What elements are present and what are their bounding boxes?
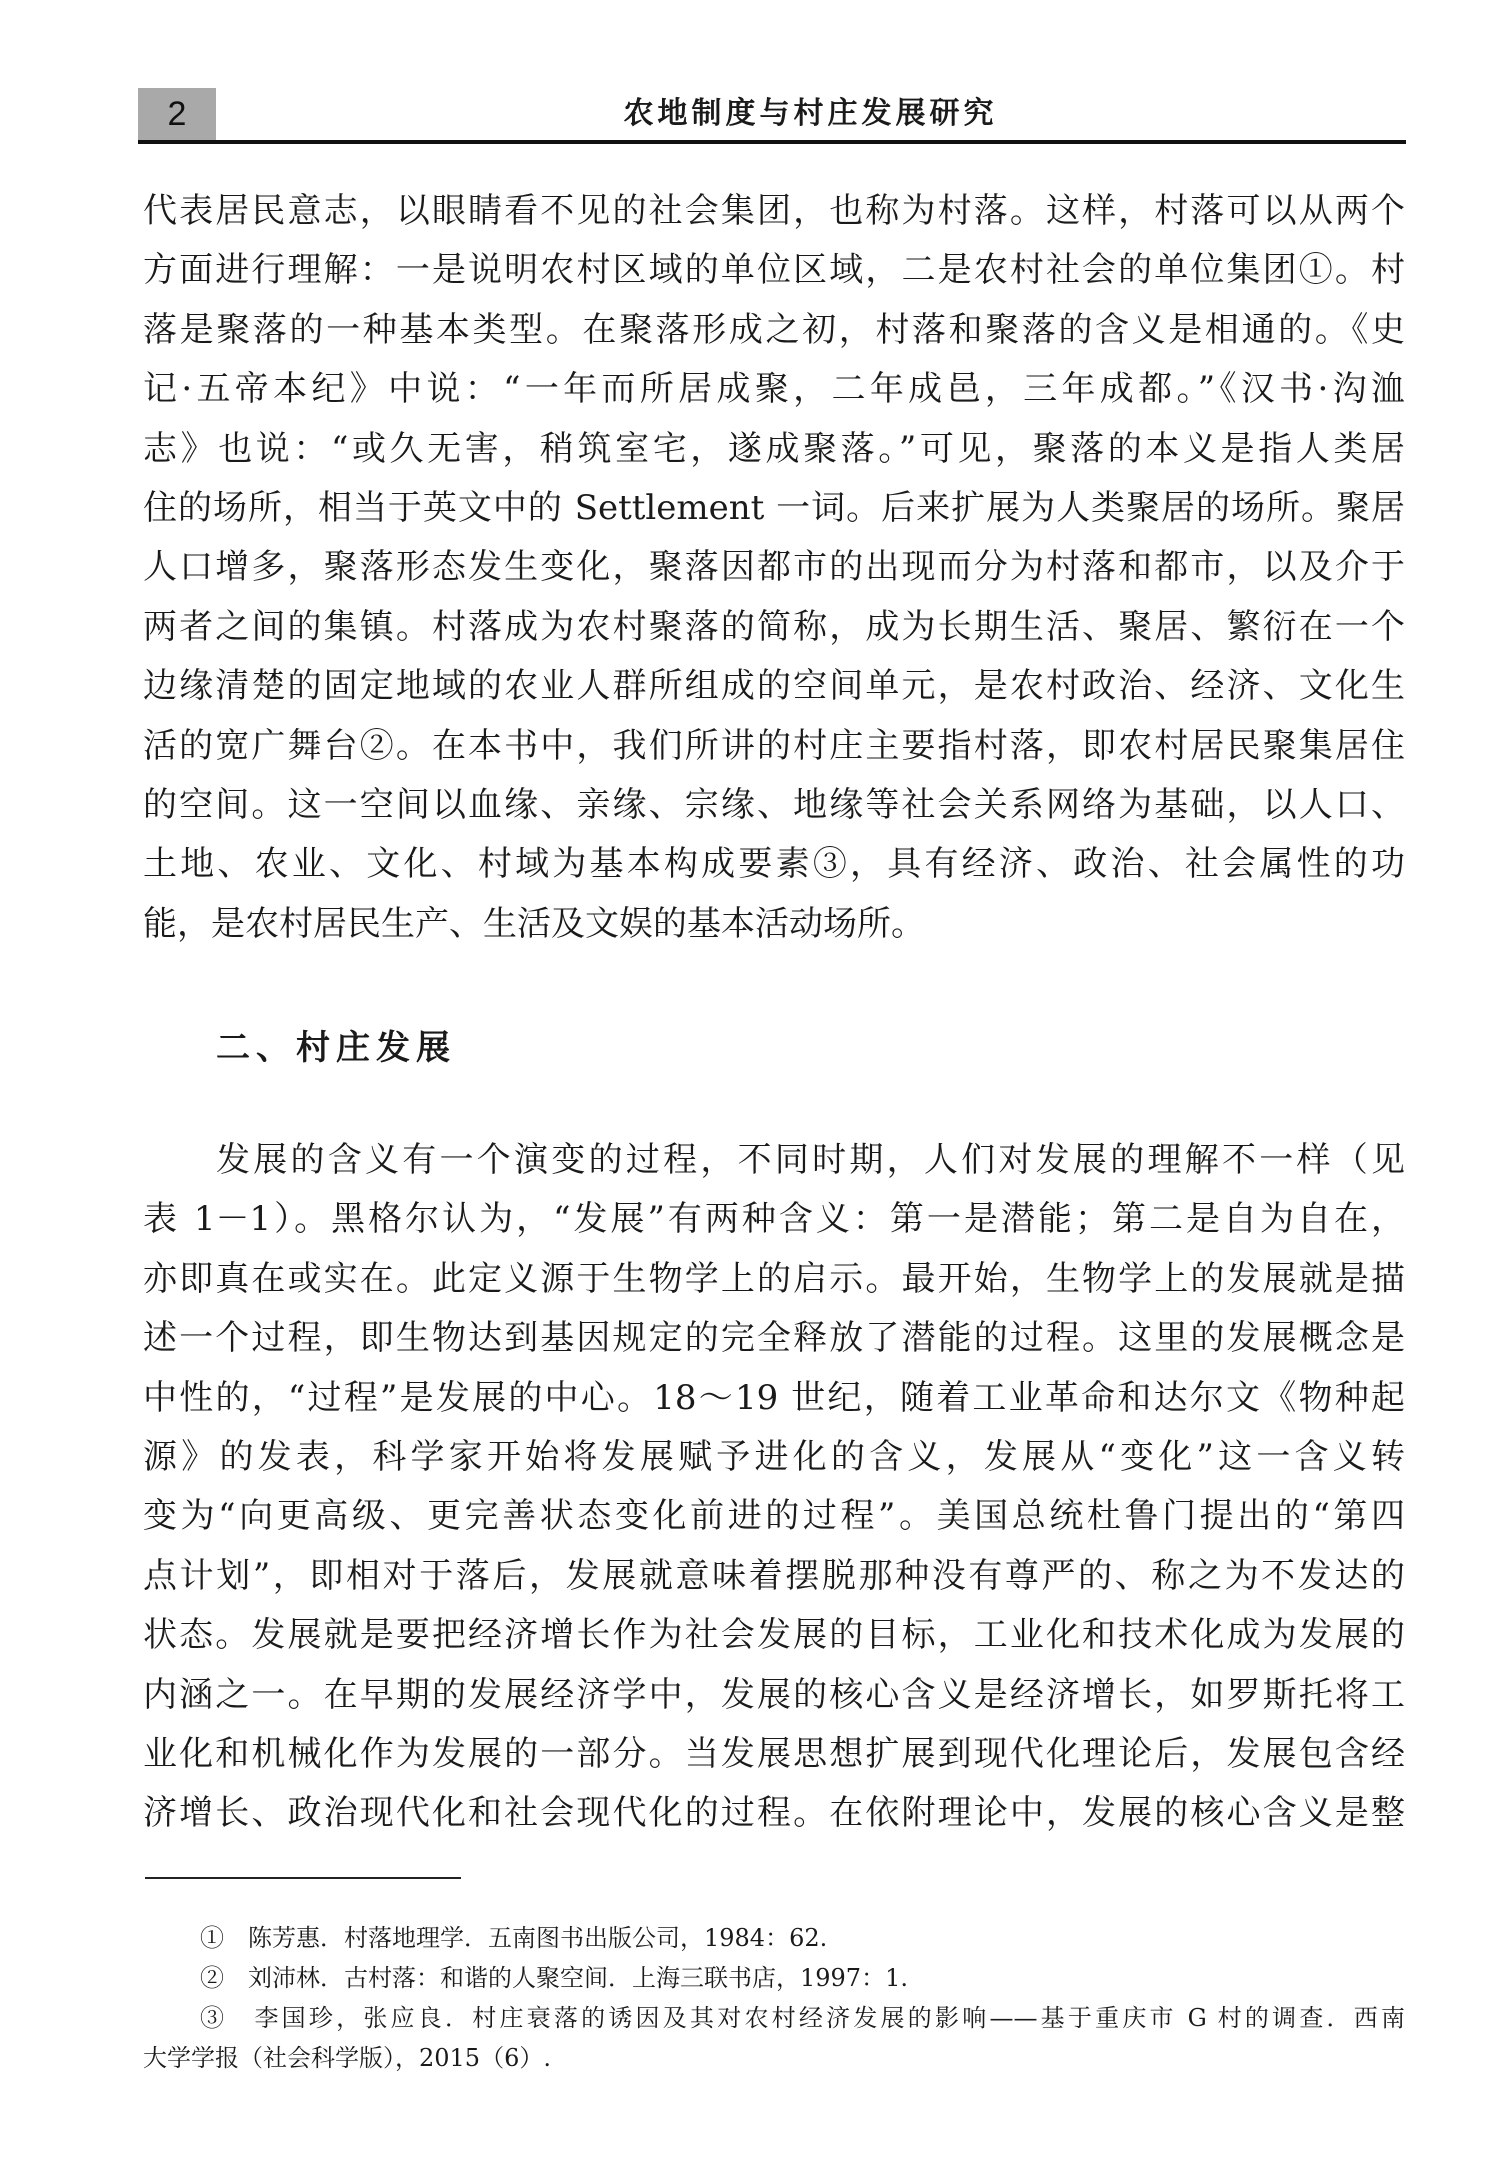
text-line: 人口增多，聚落形态发生变化，聚落因都市的出现而分为村落和都市，以及介于 [143, 547, 1405, 588]
text-line: 源》的发表，科学家开始将发展赋予进化的含义，发展从“变化”这一含义转 [143, 1437, 1405, 1477]
footnote: 大学学报（社会科学版），2015（6）. [143, 2044, 551, 2072]
section-heading: 二、村庄发展 [216, 1029, 456, 1067]
text-line: 点计划”，即相对于落后，发展就意味着摆脱那种没有尊严的、称之为不发达的 [143, 1555, 1405, 1596]
text-line: 活的宽广舞台②。在本书中，我们所讲的村庄主要指村落，即农村居民聚集居住 [143, 725, 1405, 766]
text-line: 志》也说：“或久无害，稍筑室宅，遂成聚落。”可见，聚落的本义是指人类居 [143, 428, 1405, 469]
text-line: 代表居民意志，以眼睛看不见的社会集团，也称为村落。这样，村落可以从两个 [143, 191, 1405, 231]
text-line: 中性的，“过程”是发展的中心。18～19 世纪，随着工业革命和达尔文《物种起 [143, 1377, 1405, 1418]
text-line: 记·五帝本纪》中说：“一年而所居成聚，二年成邑，三年成都。”《汉书·沟洫 [143, 369, 1405, 410]
text-line: 边缘清楚的固定地域的农业人群所组成的空间单元，是农村政治、经济、文化生 [143, 666, 1405, 707]
text-line: 状态。发展就是要把经济增长作为社会发展的目标，工业化和技术化成为发展的 [143, 1615, 1405, 1656]
text-line: 能，是农村居民生产、生活及文娱的基本活动场所。 [143, 903, 925, 944]
footnote: ③ 李国珍，张应良．村庄衰落的诱因及其对农村经济发展的影响——基于重庆市 G 村的调查．西南 [200, 2004, 1405, 2032]
text-line: 发展的含义有一个演变的过程，不同时期，人们对发展的理解不一样（见 [216, 1140, 1405, 1180]
footnote-rule [145, 1877, 461, 1879]
text-line: 土地、农业、文化、村域为基本构成要素③，具有经济、政治、社会属性的功 [143, 844, 1405, 885]
text-line: 业化和机械化作为发展的一部分。当发展思想扩展到现代化理论后，发展包含经 [143, 1734, 1405, 1774]
footnote: ① 陈芳惠．村落地理学．五南图书出版公司，1984：62. [200, 1924, 828, 1952]
text-line: 变为“向更高级、更完善状态变化前进的过程”。美国总统杜鲁门提出的“第四 [143, 1496, 1405, 1537]
text-line: 济增长、政治现代化和社会现代化的过程。在依附理论中，发展的核心含义是整 [143, 1793, 1405, 1834]
text-line: 方面进行理解：一是说明农村区域的单位区域，二是农村社会的单位集团①。村 [143, 250, 1405, 291]
text-line: 表 1－1）。黑格尔认为，“发展”有两种含义：第一是潜能；第二是自为自在， [143, 1199, 1405, 1240]
text-line: 述一个过程，即生物达到基因规定的完全释放了潜能的过程。这里的发展概念是 [143, 1318, 1405, 1359]
page-number: 2 [138, 88, 216, 140]
text-line: 亦即真在或实在。此定义源于生物学上的启示。最开始，生物学上的发展就是描 [143, 1258, 1405, 1299]
text-line: 内涵之一。在早期的发展经济学中，发展的核心含义是经济增长，如罗斯托将工 [143, 1674, 1405, 1715]
running-header-title: 农地制度与村庄发展研究 [623, 97, 998, 130]
header-rule [138, 140, 1406, 144]
text-line: 住的场所，相当于英文中的 Settlement 一词。后来扩展为人类聚居的场所。聚居 [143, 488, 1405, 528]
text-line: 落是聚落的一种基本类型。在聚落形成之初，村落和聚落的含义是相通的。《史 [143, 309, 1405, 350]
footnote: ② 刘沛林．古村落：和谐的人聚空间．上海三联书店，1997：1. [200, 1964, 908, 1992]
text-line: 两者之间的集镇。村落成为农村聚落的简称，成为长期生活、聚居、繁衍在一个 [143, 606, 1405, 647]
text-line: 的空间。这一空间以血缘、亲缘、宗缘、地缘等社会关系网络为基础，以人口、 [143, 785, 1405, 825]
